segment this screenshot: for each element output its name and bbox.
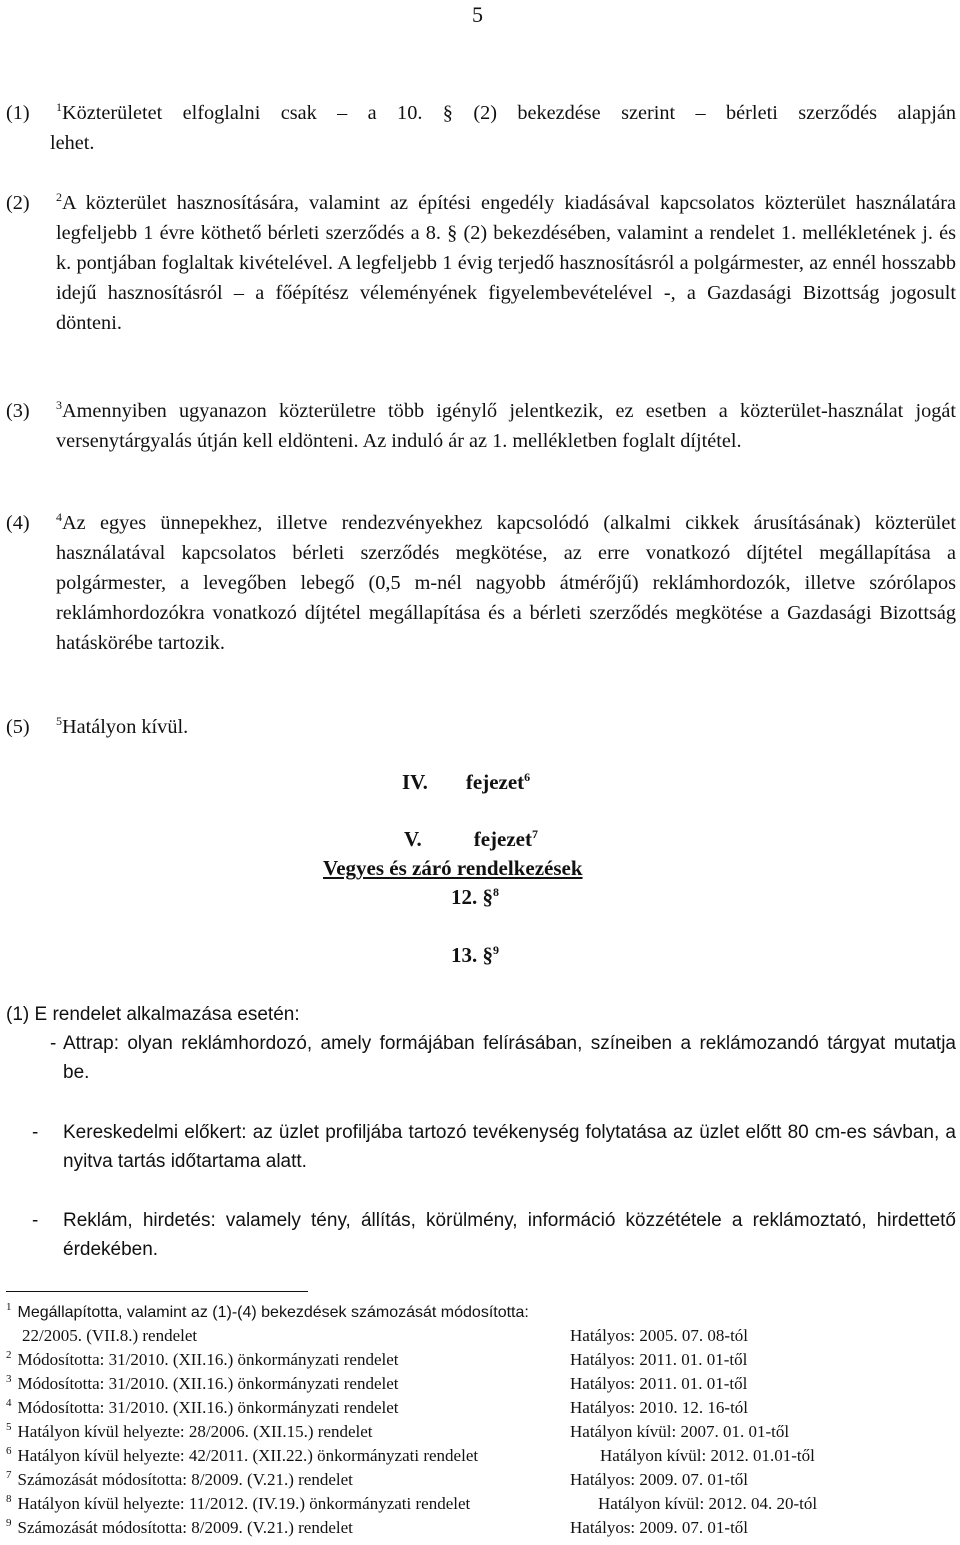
footnote-text: Hatályon kívül helyezte: 11/2012. (IV.19.) önkormányzati rendelet xyxy=(17,1494,471,1513)
footnote-effective: Hatályos: 2010. 12. 16-tól xyxy=(570,1398,749,1417)
footnote xyxy=(6,1517,956,1539)
footnote-ref: 4 xyxy=(56,510,62,524)
section-number: 12. § xyxy=(451,885,493,909)
footnote-text: Hatályon kívül helyezte: 28/2006. (XII.15.) rendelet xyxy=(17,1422,373,1441)
footnote-ref: 9 xyxy=(493,943,499,957)
footnote xyxy=(6,1469,956,1491)
footnote-ref: 2 xyxy=(56,190,62,204)
footnote-text: Módosította: 31/2010. (XII.16.) önkormányzati rendelet xyxy=(17,1398,399,1417)
paragraph-text: A közterület hasznosítására, valamint az építési engedély kiadásával kapcsolatos közterület használatára legfeljebb 1 évre köthető bérleti szerződés a 8. § (2) bekezdésében, valamint a rendelet 1. mellékletének j. és k. pontjában foglaltak kivételével. A legfeljebb 1 évig terjedő hasznosításról a polgármester, az ennél hosszabb idejű hasznosításról – a főépítész véleményének figyelembevételével -, a Gazdasági Bizottság jogosult dönteni. xyxy=(56,192,956,334)
list-dash: - xyxy=(50,1033,57,1054)
footnote-effective: Hatályon kívül: 2007. 01. 01-től xyxy=(570,1422,790,1441)
chapter-4-heading xyxy=(402,770,530,795)
footnote-number: 1 xyxy=(6,1301,12,1313)
list-dash: - xyxy=(32,1210,39,1231)
footnote-effective: Hatályon kívül: 2012. 04. 20-tól xyxy=(598,1494,818,1513)
footnote-effective: Hatályos: 2011. 01. 01-től xyxy=(570,1374,748,1393)
paragraph-2 xyxy=(6,188,956,338)
footnote-text: Hatályon kívül helyezte: 42/2011. (XII.22.) önkormányzati rendelet xyxy=(17,1446,479,1465)
chapter-word: fejezet xyxy=(473,827,532,851)
footnote-ref: 7 xyxy=(531,827,538,841)
footnote-ref: 5 xyxy=(56,714,62,728)
footnote-number: 9 xyxy=(6,1517,12,1529)
paragraph-text: Hatályon kívül. xyxy=(62,716,189,738)
paragraph-number: (2) xyxy=(6,192,30,214)
definition-text: Reklám, hirdetés: valamely tény, állítás, körülmény, információ közzététele a reklámoztató, hirdettető érdekében. xyxy=(63,1210,956,1260)
definition-text: Kereskedelmi előkert: az üzlet profiljába tartozó tevékenység folytatása az üzlet előtt 80 cm-es sávban, a nyitva tartás időtartama alatt. xyxy=(63,1122,956,1172)
list-dash: - xyxy=(32,1122,39,1143)
footnote-text: 22/2005. (VII.8.) rendelet xyxy=(22,1326,198,1345)
footnote xyxy=(6,1301,956,1324)
paragraph-5 xyxy=(6,712,956,742)
definition-item xyxy=(32,1206,956,1264)
footnote-number: 2 xyxy=(6,1349,12,1361)
footnote-text: Számozását módosította: 8/2009. (V.21.) rendelet xyxy=(17,1470,353,1489)
chapter-number: V. xyxy=(404,827,422,851)
footnote-separator xyxy=(6,1291,308,1292)
footnote-effective: Hatályos: 2009. 07. 01-től xyxy=(570,1518,749,1537)
chapter-number: IV. xyxy=(402,770,428,794)
definition-text: Attrap: olyan reklámhordozó, amely formájában felírásában, színeiben a reklámozandó tárgyat mutatja be. xyxy=(63,1033,956,1083)
footnote-text: Módosította: 31/2010. (XII.16.) önkormányzati rendelet xyxy=(17,1374,399,1393)
paragraph-number: (4) xyxy=(6,512,30,534)
paragraph-number: (5) xyxy=(6,716,30,738)
footnote-effective: Hatályos: 2011. 01. 01-től xyxy=(570,1350,748,1369)
footnote-number: 3 xyxy=(6,1373,12,1385)
chapter-5-heading xyxy=(404,827,538,852)
footnote-number: 4 xyxy=(6,1397,12,1409)
footnote-ref: 8 xyxy=(493,885,499,899)
footnote xyxy=(6,1445,956,1467)
footnote xyxy=(6,1421,956,1443)
footnote-text: Megállapította, valamint az (1)-(4) bekezdések számozását módosította: xyxy=(17,1304,529,1321)
definition-item xyxy=(32,1118,956,1176)
footnote-number: 8 xyxy=(6,1493,12,1505)
chapter-word: fejezet xyxy=(465,770,525,794)
footnote-number: 6 xyxy=(6,1445,12,1457)
paragraph-4 xyxy=(6,508,956,658)
paragraph-3 xyxy=(6,396,956,456)
footnote xyxy=(6,1397,956,1419)
paragraph-text: Közterületet elfoglalni csak – a 10. § (2) bekezdése szerint – bérleti szerződés alapján xyxy=(62,102,956,124)
footnote-effective: Hatályos: 2009. 07. 01-től xyxy=(570,1470,749,1489)
footnote-ref: 1 xyxy=(56,100,62,114)
footnote-text: Számozását módosította: 8/2009. (V.21.) rendelet xyxy=(17,1518,353,1537)
footnote-effective: Hatályos: 2005. 07. 08-tól xyxy=(570,1326,749,1345)
footnote xyxy=(6,1373,956,1395)
footnote xyxy=(6,1349,956,1371)
paragraph-1 xyxy=(6,98,956,128)
chapter-title: Vegyes és záró rendelkezések xyxy=(323,856,583,880)
footnote xyxy=(22,1325,960,1347)
footnote-text: Módosította: 31/2010. (XII.16.) önkormányzati rendelet xyxy=(17,1350,399,1369)
paragraph-text: Az egyes ünnepekhez, illetve rendezvényekhez kapcsolódó (alkalmi cikkek árusításának) közterület használatával kapcsolatos bérleti szerződés megkötése, az erre vonatkozó díjtétel megállapítása a polgármester, a levegőben lebegő (0,5 m-nél nagyobb átmérőjű) reklámhordozók, illetve szórólapos reklámhordozókra vonatkozó díjtétel megállapítása és a bérleti szerződés megkötése a Gazdasági Bizottság hatáskörébe tartozik. xyxy=(56,512,956,654)
paragraph-text: Amennyiben ugyanazon közterületre több igénylő jelentkezik, ez esetben a közterület-használat jogát versenytárgyalás útján kell eldönteni. Az induló ár az 1. mellékletben foglalt díjtétel. xyxy=(56,400,956,452)
definition-item xyxy=(32,1029,956,1087)
section-13-heading xyxy=(451,943,499,968)
section-number: 13. § xyxy=(451,943,493,967)
footnote-ref: 3 xyxy=(56,398,62,412)
footnote xyxy=(6,1493,956,1515)
paragraph-1-continuation: lehet. xyxy=(50,132,95,154)
page-number: 5 xyxy=(472,2,483,27)
section-12-heading xyxy=(451,885,499,910)
footnote-number: 5 xyxy=(6,1421,12,1433)
footnote-number: 7 xyxy=(6,1469,12,1481)
footnote-effective: Hatályon kívül: 2012. 01.01-től xyxy=(600,1446,815,1465)
paragraph-number: (1) xyxy=(6,102,30,124)
paragraph-number: (3) xyxy=(6,400,30,422)
definitions-intro: (1) E rendelet alkalmazása esetén: xyxy=(6,1004,300,1025)
footnote-ref: 6 xyxy=(524,770,531,784)
